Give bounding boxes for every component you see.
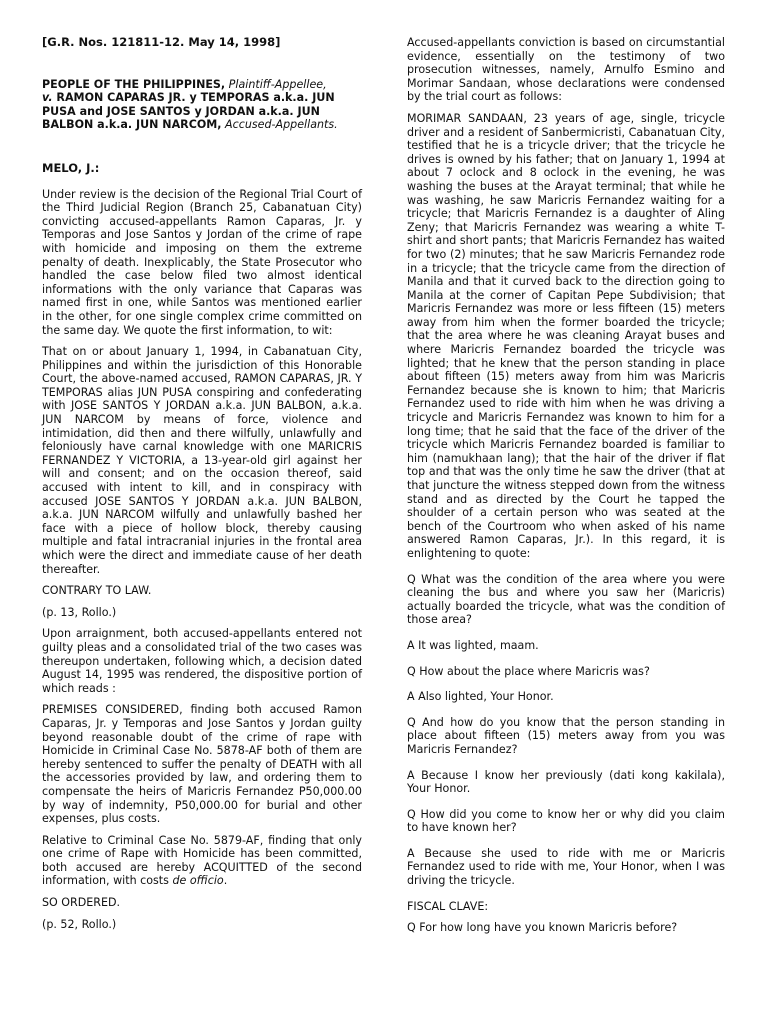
testimony-summary: MORIMAR SANDAAN, 23 years of age, single, tricycle driver and a resident of Sanbermicristi, Cabanatuan City, testified that he is a tricycle driver; that the tricycle he drives is owned by his father; that on January 1, 1994 at about 7 oclock and 8 oclock in the evening, he was washing the buses at the Arayat terminal; that while he was washing, he saw Maricris Fernandez waiting for a tricycle; that Maricris Fernandez is a daughter of Aling Zeny; that Maricris Fernandez was wearing a white T-shirt and short pants; that Maricris Fernandez has waited for two (2) minutes; that he saw Maricris Fernandez rode in a tricycle; that the tricycle came from the direction of Manila and that it curved back to the direction going to Manila at the corner of Capitan Pepe Subdivision; that Maricris Fernandez was more or less fifteen (15) meters away from him when the former boarded the tricycle; that the area where he was cleaning Arayat buses and where Maricris Fernandez boarded the tricycle was lighted; that he knew that the person standing in place about fifteen (15) meters away from him was Maricris Fernandez because she is known to him; that Maricris Fernandez used to ride with him when he was driving a tricycle and Maricris Fernandez was known to him for a long time; that he said that the face of the driver of the tricycle which Maricris Fernandez boarded is familiar to him (namukhaan lang); that the hair of the driver if flat top and that was the only time he saw the driver (that at that juncture the witness stepped down from the witness stand and as directed by the Court he tapped the shoulder of a certain person who was seated at the bench of the Courtroom who when asked of his name answered Ramon Caparas, Jr.). In this regard, it is enlightening to quote: — [407, 111, 725, 560]
accused-role: Accused-Appellants. — [221, 118, 338, 132]
case-parties — [42, 78, 362, 132]
rollo-reference: (p. 52, Rollo.) — [42, 917, 117, 931]
paragraph — [42, 834, 362, 888]
left-column — [42, 36, 362, 939]
question: Q What was the condition of the area where you were cleaning the bus and where you saw her (Maricris) actually boarded the tricycle, what was the condition of those area? — [407, 572, 725, 627]
ponente: MELO, J.: — [42, 160, 100, 175]
dispositive-quote: PREMISES CONSIDERED, finding both accused Ramon Caparas, Jr. y Temporas and Jose Santos y Jordan guilty beyond reasonable doubt of the crime of rape with Homicide in Criminal Case No. 5878-AF both of them are hereby sentenced to suffer the penalty of DEATH with all the accessories provided by law, and ordering them to compensate the heirs of Maricris Fernandez P50,000.00 by way of indemnity, P50,000.00 for burial and other expenses, plus costs. — [42, 703, 362, 826]
question: Q And how do you know that the person standing in place about fifteen (15) meters away from you was Maricris Fernandez? — [407, 715, 725, 756]
paragraph: Accused-appellants conviction is based on circumstantial evidence, essentially on the testimony of two prosecution witnesses, namely, Arnulfo Esmino and Morimar Sandaan, whose declarations were condensed by the trial court as follows: — [407, 36, 725, 104]
right-column — [407, 36, 725, 943]
paragraph-text: Relative to Criminal Case No. 5879-AF, finding that only one crime of Rape with Homicide has been committed, both accused are hereby ACQUITTED of the second information, with costs — [42, 833, 362, 888]
answer: A It was lighted, maam. — [407, 638, 539, 652]
accused-names: RAMON CAPARAS JR. y TEMPORAS a.k.a. JUN PUSA and JOSE SANTOS y JORDAN a.k.a. JUN BALBON a.k.a. JUN NARCOM, — [42, 91, 335, 132]
paragraph: Under review is the decision of the Regional Trial Court of the Third Judicial Region (Branch 25, Cabanatuan City) convicting accused-appellants Ramon Caparas, Jr. y Temporas and Jose Santos y Jordan of the crime of rape with homicide and imposing on them the extreme penalty of death. Inexplicably, the State Prosecutor who handled the case below filed two almost identical informations with the only variance that Caparas was named first in one, while Santos was mentioned earlier in the other, for one single complex crime committed on the same day. We quote the first information, to wit: — [42, 187, 362, 337]
plaintiff-role: Plaintiff-Appellee, — [225, 77, 327, 91]
speaker-label: FISCAL CLAVE: — [407, 899, 489, 913]
versus-label: v. — [42, 91, 53, 105]
question: Q How did you come to know her or why did you claim to have known her? — [407, 807, 725, 835]
question: Q For how long have you known Maricris before? — [407, 921, 678, 935]
answer: A Because she used to ride with me or Maricris Fernandez used to ride with me, Your Honor, when I was driving the tricycle. — [407, 846, 725, 888]
paragraph: CONTRARY TO LAW. — [42, 584, 152, 598]
plaintiff-name: PEOPLE OF THE PHILIPPINES, — [42, 77, 226, 91]
paragraph-text-end: . — [223, 874, 228, 888]
paragraph: Upon arraignment, both accused-appellants entered not guilty pleas and a consolidated trial of the two cases was thereupon undertaken, following which, a decision dated August 14, 1995 was rendered, the dispositive portion of which reads : — [42, 627, 362, 695]
answer: A Because I know her previously (dati kong kakilala), Your Honor. — [407, 768, 725, 796]
paragraph: SO ORDERED. — [42, 896, 121, 910]
answer: A Also lighted, Your Honor. — [407, 690, 554, 704]
paragraph-italic-text: de officio — [172, 874, 224, 888]
question: Q How about the place where Maricris was? — [407, 664, 650, 678]
case-citation: [G.R. Nos. 121811-12. May 14, 1998] — [42, 35, 281, 49]
information-quote: That on or about January 1, 1994, in Cabanatuan City, Philippines and within the jurisdiction of this Honorable Court, the above-named accused, RAMON CAPARAS, JR. Y TEMPORAS alias JUN PUSA conspiring and confederating with JOSE SANTOS Y JORDAN a.k.a. JUN BALBON, a.k.a. JUN NARCOM by means of force, violence and intimidation, did then and there wilfully, unlawfully and feloniously have carnal knowledge with one MARICRIS FERNANDEZ Y VICTORIA, a 13-year-old girl against her will and consent; and on the occasion thereof, said accused with intent to kill, and in conspiracy with accused JOSE SANTOS Y JORDAN a.k.a. JUN BALBON, a.k.a. JUN NARCOM wilfully and unlawfully bashed her face with a piece of hollow block, thereby causing multiple and fatal intracranial injuries in the frontal area which were the direct and immediate cause of her death thereafter. — [42, 345, 362, 576]
rollo-reference: (p. 13, Rollo.) — [42, 605, 117, 619]
